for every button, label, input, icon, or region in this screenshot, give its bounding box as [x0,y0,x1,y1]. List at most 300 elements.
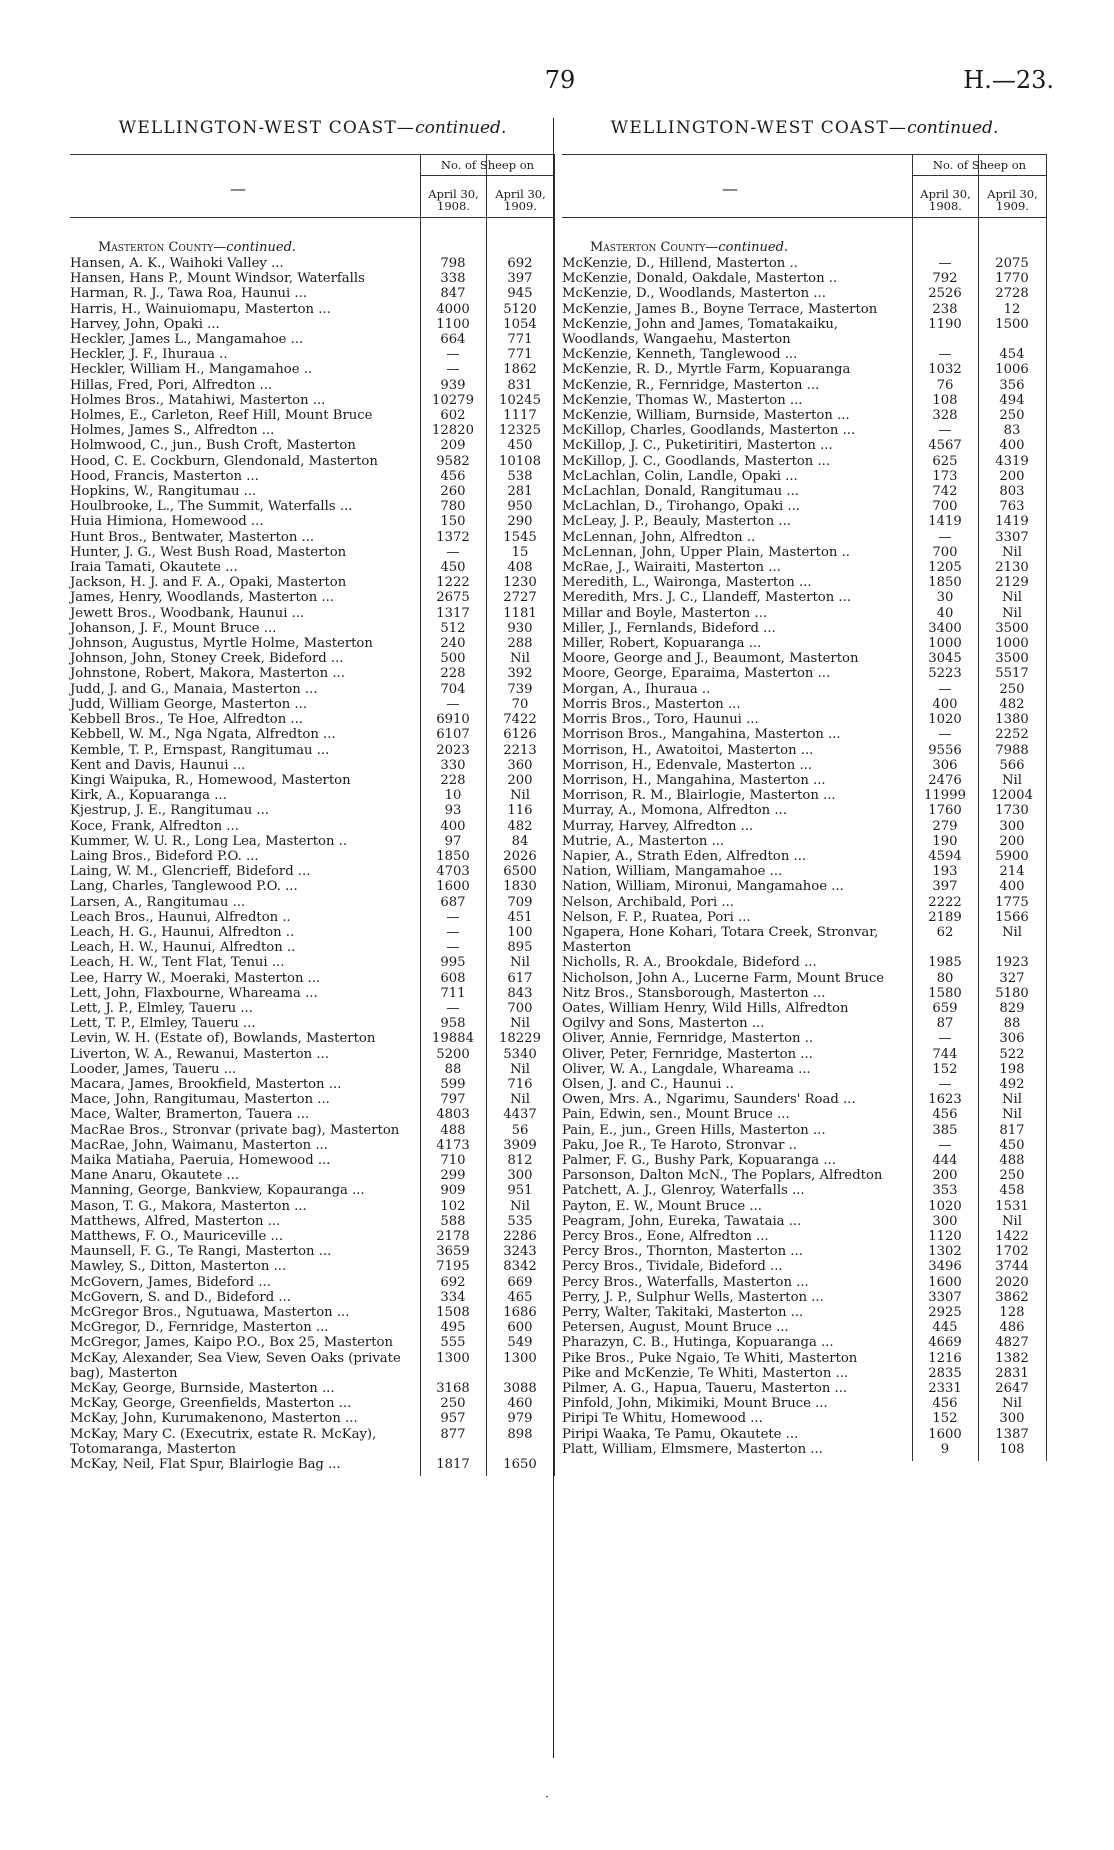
sheep-1909-cell: 290 [507,514,533,530]
sheep-1909-cell: 951 [507,1183,533,1199]
table-row [70,393,555,408]
table-row [562,1320,1047,1335]
owner-name-cell: Lett, John, Flaxbourne, Whareama ... [70,985,318,1001]
owner-name-cell: Pike and McKenzie, Te Whiti, Masterton ... [562,1365,849,1381]
sheep-1908-cell: 488 [440,1122,466,1138]
table-row [562,743,1047,758]
owner-name-cell: Kirk, A., Kopuaranga ... [70,788,227,804]
owner-name-cell: Holmes, E., Carleton, Reef Hill, Mount Bruce [70,408,373,424]
table-row [70,864,555,879]
owner-name-cell: Percy Bros., Thornton, Masterton ... [562,1244,803,1260]
sheep-1909-cell: 1387 [995,1426,1029,1442]
sheep-1908-cell: — [938,1076,952,1092]
sheep-1909-cell: 108 [999,1441,1025,1457]
sheep-1908-cell: 193 [932,864,958,880]
sheep-1908-cell: 200 [932,1168,958,1184]
sheep-1908-cell: 456 [932,1396,958,1412]
table-row [70,1351,555,1381]
sheep-1909-cell: 450 [999,1137,1025,1153]
sheep-1909-cell: 831 [507,377,533,393]
sheep-1909-cell: 3500 [995,651,1029,667]
table-row [562,1031,1047,1046]
table-row [70,773,555,788]
sheep-1908-cell: 1985 [928,955,962,971]
sheep-1909-cell: 12325 [499,423,541,439]
sheep-1909-cell: 7988 [995,742,1029,758]
owner-name-cell: Nicholson, John A., Lucerne Farm, Mount Bruce [562,970,885,986]
sheep-1908-cell: 3496 [928,1259,962,1275]
table-row [70,940,555,955]
table-row [70,1199,555,1214]
owner-name-cell: Morris Bros., Toro, Haunui ... [562,712,759,728]
sheep-1908-cell: 209 [440,438,466,454]
sheep-1908-cell: 400 [440,818,466,834]
table-row [562,1047,1047,1062]
sheep-1909-cell: 979 [507,1411,533,1427]
table-row [70,1229,555,1244]
sheep-1909-cell: 549 [507,1335,533,1351]
table-row [562,788,1047,803]
sheep-1909-cell: 895 [507,940,533,956]
table-row [70,849,555,864]
sheep-1909-cell: Nil [1002,1092,1022,1108]
sheep-1908-cell: 190 [932,833,958,849]
sheep-1908-cell: 5200 [436,1046,470,1062]
owner-name-cell: McKillop, J. C., Puketiritiri, Masterton ... [562,438,833,454]
sheep-1908-cell: 6107 [436,727,470,743]
owner-name-cell: Kingi Waipuka, R., Homewood, Masterton [70,772,351,788]
owner-name-cell: Pain, E., jun., Green Hills, Masterton ... [562,1122,826,1138]
sheep-1909-cell: 4827 [995,1335,1029,1351]
sheep-1909-cell: 3500 [995,620,1029,636]
sheep-1908-cell: — [938,256,952,271]
footer-mark: · [545,1790,549,1804]
sheep-1909-cell: Nil [1002,924,1022,940]
sheep-1909-cell: 1566 [995,909,1029,925]
sheep-1909-cell: 5900 [995,848,1029,864]
sheep-1909-cell: Nil [510,955,530,971]
owner-name-cell: Larsen, A., Rangitumau ... [70,894,246,910]
sheep-1909-cell: 300 [507,1168,533,1184]
sheep-1908-cell: — [446,940,460,956]
owner-name-cell: McKay, John, Kurumakenono, Masterton ... [70,1411,358,1427]
sheep-1908-cell: 7195 [436,1259,470,1275]
sheep-1908-cell: — [938,727,952,743]
sheep-1908-cell: 1100 [436,316,470,332]
left-table-body [70,218,555,1476]
owner-name-cell: Manning, George, Bankview, Kopauranga ... [70,1183,365,1199]
sheep-1908-cell: 3168 [436,1381,470,1397]
owner-name-cell: Oliver, W. A., Langdale, Whareama ... [562,1061,811,1077]
sheep-1908-cell: 555 [440,1335,466,1351]
table-row [562,1305,1047,1320]
sheep-1908-cell: 2476 [928,772,962,788]
owner-name-cell: Morgan, A., Ihuraua .. [562,681,711,697]
table-row [562,454,1047,469]
sheep-1909-cell: 454 [999,347,1025,363]
right-date1-header: April 30, 1908. [920,187,971,213]
sheep-1909-cell: 300 [999,1411,1025,1427]
owner-name-cell: Laing Bros., Bideford P.O. ... [70,848,259,864]
sheep-1909-cell: 128 [999,1305,1025,1321]
owner-name-cell: Hood, Francis, Masterton ... [70,468,259,484]
sheep-1908-cell: 240 [440,636,466,652]
table-row [70,758,555,773]
sheep-1908-cell: 2526 [928,286,962,302]
table-row [562,1092,1047,1107]
table-row [562,1244,1047,1259]
table-row [562,1016,1047,1031]
sheep-1909-cell: 492 [999,1076,1025,1092]
table-row [70,895,555,910]
sheep-1909-cell: Nil [1002,544,1022,560]
table-row [562,773,1047,788]
sheep-1909-cell: 486 [999,1320,1025,1336]
owner-name-cell: Kebbell, W. M., Nga Ngata, Alfredton ... [70,727,336,743]
owner-name-cell: Lang, Charles, Tanglewood P.O. ... [70,879,298,895]
table-row [70,986,555,1001]
table-row [70,423,555,438]
table-row [562,362,1047,377]
sheep-1908-cell: 1817 [436,1457,470,1473]
table-row [562,621,1047,636]
sheep-1908-cell: 500 [440,651,466,667]
sheep-1909-cell: 898 [507,1426,533,1442]
sheep-1909-cell: 771 [507,332,533,348]
owner-name-cell: McKillop, J. C., Goodlands, Masterton ... [562,453,831,469]
owner-name-cell: Miller, J., Fernlands, Bideford ... [562,620,776,636]
table-row [562,910,1047,925]
table-row [562,1123,1047,1138]
sheep-1908-cell: 4669 [928,1335,962,1351]
table-row [70,1381,555,1396]
sheep-1908-cell: 353 [932,1183,958,1199]
sheep-1908-cell: 744 [932,1046,958,1062]
sheep-1908-cell: 608 [440,970,466,986]
table-row [70,727,555,742]
table-row [70,1411,555,1426]
sheep-1909-cell: 200 [507,772,533,788]
owner-name-cell: McLennan, John, Alfredton .. [562,529,756,545]
sheep-1909-cell: 1500 [995,316,1029,332]
sheep-1908-cell: — [938,1137,952,1153]
sheep-1908-cell: 93 [444,803,462,819]
table-row [562,1199,1047,1214]
sheep-1909-cell: 18229 [499,1031,541,1047]
owner-name-cell: Palmer, F. G., Bushy Park, Kopuaranga ... [562,1152,836,1168]
sheep-1908-cell: 238 [932,301,958,317]
sheep-1909-cell: 12 [1003,301,1021,317]
sheep-1908-cell: 958 [440,1016,466,1032]
sheep-1909-cell: 1230 [503,575,537,591]
owner-name-cell: Meredith, L., Waironga, Masterton ... [562,575,812,591]
table-row [562,514,1047,529]
owner-name-cell: Lett, T. P., Elmley, Taueru ... [70,1016,256,1032]
sheep-1908-cell: 279 [932,818,958,834]
table-row [70,560,555,575]
owner-name-cell: Kummer, W. U. R., Long Lea, Masterton .. [70,833,348,849]
sheep-1909-cell: 566 [999,757,1025,773]
sheep-1909-cell: 281 [507,484,533,500]
table-row [70,1244,555,1259]
sheep-1909-cell: 5340 [503,1046,537,1062]
sheep-1908-cell: 1850 [928,575,962,591]
sheep-1909-cell: 8342 [503,1259,537,1275]
sheep-1909-cell: 522 [999,1046,1025,1062]
owner-name-cell: Hunter, J. G., West Bush Road, Masterton [70,544,347,560]
sheep-1908-cell: 3045 [928,651,962,667]
right-title-main: WELLINGTON-WEST COAST— [610,118,908,138]
owner-name-cell: MacRae Bros., Stronvar (private bag), Masterton [70,1122,400,1138]
sheep-1909-cell: 460 [507,1396,533,1412]
sheep-1909-cell: 2727 [503,590,537,606]
table-row [562,1366,1047,1381]
owner-name-cell: Hopkins, W., Rangitumau ... [70,484,257,500]
sheep-1908-cell: 444 [932,1152,958,1168]
table-row [562,895,1047,910]
sheep-1908-cell: 2178 [436,1229,470,1244]
sheep-1909-cell: 200 [999,468,1025,484]
sheep-1908-cell: 88 [444,1061,462,1077]
sheep-1908-cell: 330 [440,757,466,773]
sheep-1909-cell: 1545 [503,529,537,545]
sheep-1909-cell: 1862 [503,362,537,378]
sheep-1909-cell: 2252 [995,727,1029,743]
sheep-1908-cell: 450 [440,560,466,576]
table-row [562,317,1047,347]
sheep-1909-cell: 817 [999,1122,1025,1138]
sheep-1908-cell: 300 [932,1213,958,1229]
sheep-1908-cell: 4567 [928,438,962,454]
table-row [70,651,555,666]
table-row [70,454,555,469]
table-row [562,256,1047,271]
sheep-1909-cell: 482 [999,696,1025,712]
table-row [562,1107,1047,1122]
sheep-1908-cell: 1020 [928,1198,962,1214]
owner-name-cell: Pike Bros., Puke Ngaio, Te Whiti, Masterton [562,1350,858,1366]
table-row [562,1168,1047,1183]
table-row [562,819,1047,834]
owner-name-cell: Percy Bros., Waterfalls, Masterton ... [562,1274,809,1290]
table-row [70,1047,555,1062]
owner-name-cell: Hansen, Hans P., Mount Windsor, Waterfalls [70,271,365,287]
table-row [70,332,555,347]
sheep-1908-cell: 19884 [432,1031,474,1047]
sheep-1908-cell: 588 [440,1213,466,1229]
sheep-1908-cell: 742 [932,484,958,500]
owner-name-cell: Jackson, H. J. and F. A., Opaki, Masterton [70,575,347,591]
table-row [70,1016,555,1031]
sheep-1908-cell: 6910 [436,712,470,728]
table-row [562,1411,1047,1426]
sheep-1908-cell: 152 [932,1061,958,1077]
sheep-1909-cell: 771 [507,347,533,363]
table-row [562,803,1047,818]
owner-name-cell: Leach, H. G., Haunui, Alfredton .. [70,924,295,940]
sheep-1909-cell: 408 [507,560,533,576]
sheep-1908-cell: — [938,681,952,697]
sheep-1908-cell: 87 [936,1016,954,1032]
table-row [562,530,1047,545]
table-row [562,925,1047,955]
table-row [562,1077,1047,1092]
table-row [70,545,555,560]
sheep-1909-cell: 538 [507,468,533,484]
left-name-header: — [230,179,246,198]
owner-name-cell: Paku, Joe R., Te Haroto, Stronvar .. [562,1137,797,1153]
owner-name-cell: Nitz Bros., Stansborough, Masterton ... [562,985,826,1001]
table-row [70,1427,555,1457]
sheep-1908-cell: 97 [444,833,462,849]
owner-name-cell: McKenzie, R. D., Myrtle Farm, Kopuaranga [562,362,851,378]
table-row [70,955,555,970]
sheep-1908-cell: 62 [936,924,954,940]
owner-name-cell: Morrison, H., Awatoitoi, Masterton ... [562,742,814,758]
sheep-1908-cell: 385 [932,1122,958,1138]
sheep-1908-cell: 9582 [436,453,470,469]
sheep-1908-cell: 1000 [928,636,962,652]
owner-name-cell: Oates, William Henry, Wild Hills, Alfredton [562,1000,849,1016]
sheep-1908-cell: 11999 [924,788,966,804]
sheep-1909-cell: 1300 [503,1350,537,1366]
sheep-1909-cell: 692 [507,256,533,271]
sheep-1909-cell: 482 [507,818,533,834]
sheep-1908-cell: 700 [932,544,958,560]
sheep-1908-cell: 877 [440,1426,466,1442]
table-row [562,1351,1047,1366]
sheep-1909-cell: Nil [510,1198,530,1214]
sheep-1909-cell: 458 [999,1183,1025,1199]
sheep-1909-cell: 3909 [503,1137,537,1153]
owner-name-cell: Heckler, James L., Mangamahoe ... [70,332,304,348]
owner-name-cell: Pinfold, John, Mikimiki, Mount Bruce ... [562,1396,828,1412]
table-row [562,286,1047,301]
right-date2-header: April 30, 1909. [987,187,1038,213]
owner-name-cell: Nicholls, R. A., Brookdale, Bideford ... [562,955,817,971]
owner-name-cell: Johnson, Augustus, Myrtle Holme, Masterton [70,636,373,652]
sheep-1908-cell: 328 [932,408,958,424]
sheep-1909-cell: 2075 [995,256,1029,271]
sheep-1908-cell: 228 [440,772,466,788]
owner-name-cell: Miller, Robert, Kopuaranga ... [562,636,762,652]
table-row [562,1183,1047,1198]
table-row [562,758,1047,773]
table-row [562,484,1047,499]
sheep-1909-cell: 397 [507,271,533,287]
document-code: H.—23. [963,66,1054,94]
sheep-1908-cell: 1222 [436,575,470,591]
owner-name-cell: James, Henry, Woodlands, Masterton ... [70,590,334,606]
table-row [70,408,555,423]
left-date2-header: April 30, 1909. [495,187,546,213]
sheep-1908-cell: 1120 [928,1229,962,1244]
owner-name-cell: McLachlan, Colin, Landle, Opaki ... [562,468,798,484]
sheep-1908-cell: 1623 [928,1092,962,1108]
sheep-1908-cell: — [446,924,460,940]
table-row [562,1396,1047,1411]
sheep-1909-cell: 2020 [995,1274,1029,1290]
table-row [70,1092,555,1107]
sheep-1908-cell: 456 [932,1107,958,1123]
sheep-1909-cell: 1830 [503,879,537,895]
owner-name-cell: McKenzie, John and James, Tomatakaiku, Woodlands, Wangaehu, Masterton [562,316,839,348]
owner-name-cell: Harman, R. J., Tawa Roa, Haunui ... [70,286,307,302]
table-row [70,1183,555,1198]
sheep-1909-cell: 392 [507,666,533,682]
owner-name-cell: Pain, Edwin, sen., Mount Bruce ... [562,1107,790,1123]
sheep-1908-cell: 2222 [928,894,962,910]
owner-name-cell: Laing, W. M., Glencrieff, Bideford ... [70,864,311,880]
table-row [70,1001,555,1016]
table-row [70,256,555,271]
sheep-1909-cell: 12004 [991,788,1033,804]
table-row [70,514,555,529]
owner-name-cell: McKay, Neil, Flat Spur, Blairlogie Bag ... [70,1457,341,1473]
sheep-1909-cell: 2130 [995,560,1029,576]
sheep-1909-cell: Nil [510,1061,530,1077]
owner-name-cell: Heckler, J. F., Ihuraua .. [70,347,228,363]
owner-name-cell: Johnson, John, Stoney Creek, Bideford ... [70,651,344,667]
sheep-1909-cell: Nil [1002,590,1022,606]
table-row [562,651,1047,666]
right-sheep-header: No. of Sheep on [913,158,1046,176]
sheep-1908-cell: 4594 [928,848,962,864]
owner-name-cell: Moore, George and J., Beaumont, Masterton [562,651,859,667]
table-row [70,530,555,545]
sheep-1908-cell: 4000 [436,301,470,317]
owner-name-cell: Iraia Tamati, Okautete ... [70,560,238,576]
left-column-title [70,118,555,144]
sheep-1908-cell: 1508 [436,1305,470,1321]
owner-name-cell: Pilmer, A. G., Hapua, Taueru, Masterton ... [562,1381,848,1397]
table-row [70,1290,555,1305]
table-row [562,469,1047,484]
sheep-1908-cell: 710 [440,1152,466,1168]
table-row [562,1335,1047,1350]
owner-name-cell: Lett, J. P., Elmley, Taueru ... [70,1000,253,1016]
table-row [70,788,555,803]
sheep-1909-cell: 306 [999,1031,1025,1047]
sheep-1909-cell: Nil [1002,1396,1022,1412]
sheep-1909-cell: 83 [1003,423,1021,439]
table-row [70,590,555,605]
owner-name-cell: Huia Himiona, Homewood ... [70,514,264,530]
right-name-header: — [722,179,738,198]
sheep-1909-cell: 763 [999,499,1025,515]
owner-name-cell: McKenzie, Thomas W., Masterton ... [562,392,803,408]
sheep-1909-cell: 400 [999,438,1025,454]
sheep-1908-cell: 1190 [928,316,962,332]
table-row [562,1259,1047,1274]
sheep-1908-cell: 1580 [928,985,962,1001]
sheep-1909-cell: 3243 [503,1244,537,1260]
owner-name-cell: McKenzie, William, Burnside, Masterton ... [562,408,850,424]
sheep-1909-cell: 250 [999,681,1025,697]
sheep-1908-cell: 659 [932,1000,958,1016]
sheep-1909-cell: 450 [507,438,533,454]
table-row [562,834,1047,849]
sheep-1908-cell: 3659 [436,1244,470,1260]
owner-name-cell: Petersen, August, Mount Bruce ... [562,1320,789,1336]
table-row [562,955,1047,970]
owner-name-cell: Owen, Mrs. A., Ngarimu, Saunders' Road ... [562,1092,856,1108]
sheep-1908-cell: 228 [440,666,466,682]
owner-name-cell: Millar and Boyle, Masterton ... [562,605,768,621]
table-row [562,393,1047,408]
owner-name-cell: Nelson, F. P., Ruatea, Pori ... [562,909,751,925]
table-row [562,1381,1047,1396]
